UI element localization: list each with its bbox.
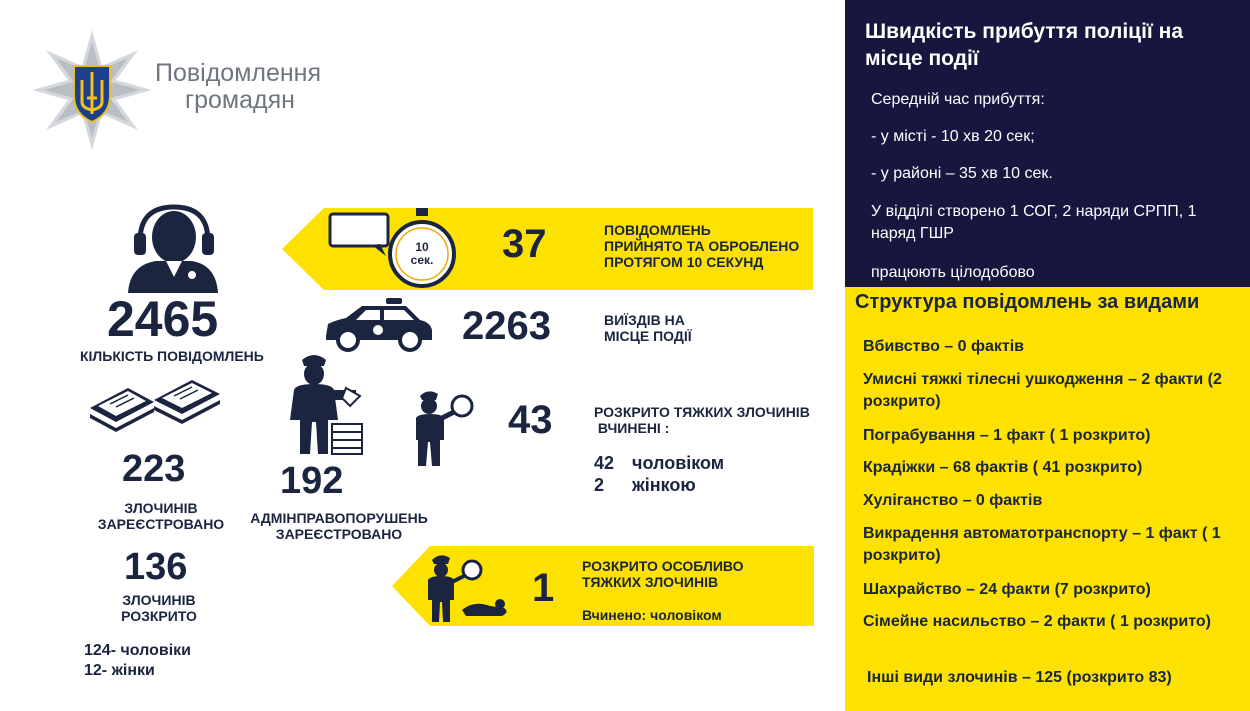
solved-label-line: РОЗКРИТО [121,608,197,624]
documents-icon [88,374,222,432]
detective-magnifier-icon [416,388,476,468]
serious-label-line: ВЧИНЕНІ : [594,420,670,436]
solved-value: 136 [124,546,188,588]
reports-value: 2465 [107,291,219,347]
trips-label [604,312,692,344]
solved-label [104,592,214,624]
admin-label-line: АДМІНПРАВОПОРУШЕНЬ [250,510,428,526]
especially-committed: Вчинено: чоловіком [582,607,722,623]
trips-label-line: ВИЇЗДІВ НА [604,312,685,328]
structure-item: Шахрайство – 24 факти (7 розкрито) [863,581,1151,598]
arrival-line: - у місті - 10 хв 20 сек; [871,128,1035,145]
structure-item: Хуліганство – 0 фактів [863,492,1043,509]
structure-item: Інші види злочинів – 125 (розкрито 83) [867,669,1172,686]
admin-value: 192 [280,460,344,502]
structure-title: Структура повідомлень за видами [855,291,1200,313]
especially-value: 1 [532,566,555,610]
crimes-label-line: ЗЛОЧИНІВ [124,500,198,516]
logo-line-1: Повідомлення [155,59,322,87]
structure-item: Умисні тяжкі тілесні ушкодження – 2 факти (2 розкрито) [863,371,1222,410]
admin-label-line: ЗАРЕЄСТРОВАНО [275,526,403,542]
arrival-line: працюють цілодобово [871,264,1035,281]
serious-women-label: жінкою [632,475,696,495]
trips-label-line: МІСЦЕ ПОДІЇ [604,328,692,344]
structure-item: Вбивство – 0 фактів [863,338,1024,355]
trips-value: 2263 [462,304,551,348]
solved-breakdown [84,641,191,681]
serious-value: 43 [508,398,553,442]
calls-label-line: ПРОТЯГОМ 10 СЕКУНД [604,254,764,270]
calls-label-line: ПРИЙНЯТО ТА ОБРОБЛЕНО [604,238,800,254]
arrival-panel [845,0,1250,287]
especially-label-line: ТЯЖКИХ ЗЛОЧИНІВ [582,574,719,590]
arrival-line: У відділі створено 1 СОГ, 2 наряди СРПП, 1 наряд ГШР [871,203,1197,242]
logo-line-2: громадян [185,86,295,114]
timer-value: 10 [415,240,429,254]
structure-item: Викрадення автоматотранспорту – 1 факт ( 1 розкрито) [863,525,1221,564]
structure-item: Пограбування – 1 факт ( 1 розкрито) [863,427,1151,444]
serious-men-count: 42 [594,453,615,473]
reports-label: КІЛЬКІСТЬ ПОВІДОМЛЕНЬ [80,348,264,364]
especially-label [582,558,744,590]
serious-breakdown [594,452,724,496]
operator-headset-icon [128,203,218,293]
calls-label-line: ПОВІДОМЛЕНЬ [604,222,711,238]
logo-title [155,60,321,114]
structure-panel [845,287,1250,711]
arrival-line: Середній час прибуття: [871,91,1045,108]
timer-label [402,241,442,267]
crimes-value: 223 [122,448,186,490]
solved-women: 12- жінки [84,662,155,679]
serious-women-count: 2 [594,475,605,495]
arrival-line: - у районі – 35 хв 10 сек. [871,165,1053,182]
serious-men-label: чоловіком [632,453,725,473]
serious-label [594,404,810,436]
admin-label [244,510,434,542]
especially-label-line: РОЗКРИТО ОСОБЛИВО [582,558,744,574]
structure-item: Крадіжки – 68 фактів ( 41 розкрито) [863,459,1143,476]
serious-label-line: РОЗКРИТО ТЯЖКИХ ЗЛОЧИНІВ [594,404,810,420]
solved-label-line: ЗЛОЧИНІВ [122,592,196,608]
structure-item: Сімейне насильство – 2 факти ( 1 розкрито) [863,613,1211,630]
timer-unit: сек. [410,253,434,267]
solved-men: 124- чоловіки [84,642,191,659]
police-star-logo [30,28,154,152]
arrival-title: Швидкість прибуття поліції на місце події [865,20,1184,70]
crimes-label-line: ЗАРЕЄСТРОВАНО [97,516,225,532]
calls-label [604,222,799,270]
police-car-icon [322,298,434,352]
calls-value: 37 [502,222,547,266]
crimes-label [96,500,226,532]
police-officer-icon [290,350,370,458]
